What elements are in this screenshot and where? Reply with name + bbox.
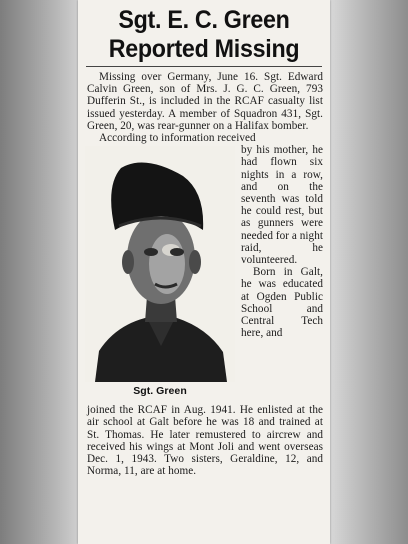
headline-line-2: Reported Missing [108,35,300,63]
paragraph-3-rest: joined the RCAF in Aug. 1941. He enlisted at the air school at Galt before he was 18 and trained at St. Thomas. He later remustered to aircrew and received his wings at Mont Joli and went overseas Dec. 1, 1943. Two sisters, Geraldine, 12, and Norma, 11, are at home. [87,404,323,478]
headline-line-1: Sgt. E. C. Green [118,6,290,34]
newspaper-clipping [78,0,330,544]
scan-backdrop-right [330,0,408,544]
portrait-photo [85,146,235,382]
photo-caption: Sgt. Green [133,385,187,398]
scan-backdrop-left [0,0,78,544]
portrait-image [85,146,235,382]
portrait-figure [85,146,235,404]
headline-rule [86,66,322,67]
article-body [78,71,330,477]
paragraph-1: Missing over Germany, June 16. Sgt. Edward Calvin Green, son of Mrs. J. G. C. Green, 793 Dufferin St., is included in the RCAF casualty list issued yesterday. A member of Squadron 431, Sgt. Green, 20, was rear-gunner on a Halifax bomber. [87,71,323,132]
paragraph-3-wrap: Born in Galt, he was educated at Ogden Public School and Central Tech here, and [241,266,323,340]
paragraph-2-wrap: by his mother, he had flown six nights in a row, and on the seventh was told he could rest, but as gunners were needed for a night raid, he volunteered. [241,144,323,267]
headline [87,0,321,64]
paragraph-2-start: According to information received [99,132,256,145]
